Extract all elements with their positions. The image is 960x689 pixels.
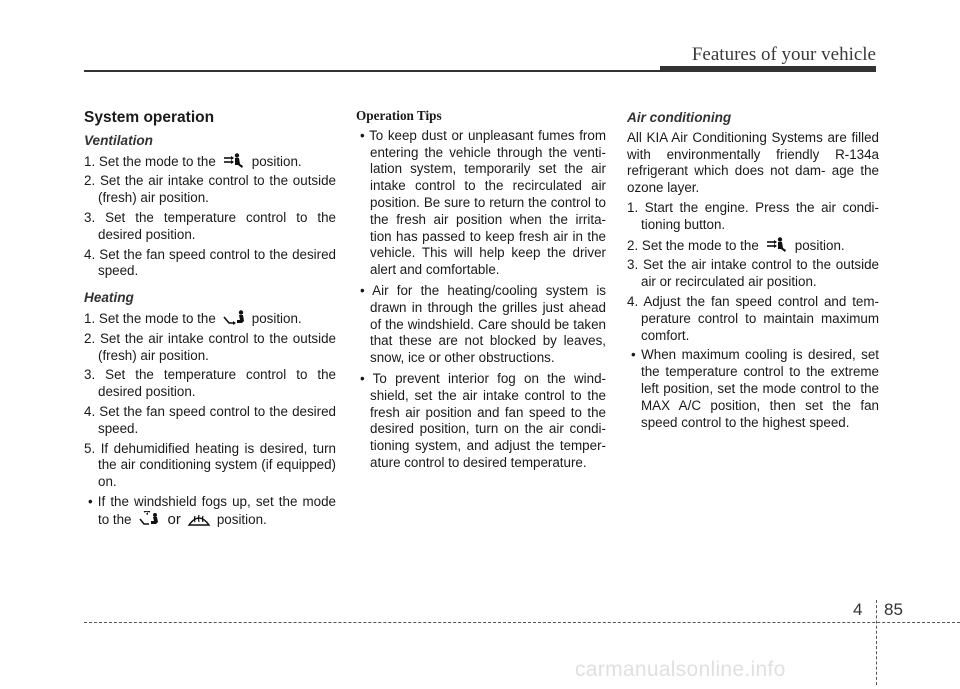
watermark: carmanualsonline.info (575, 658, 786, 681)
heating-tip (84, 494, 336, 529)
header-title: Features of your vehicle (691, 44, 876, 65)
ac-step-3: 3. Set the air intake control to the outside air or recirculated air position. (627, 257, 879, 290)
operation-tips-heading: Operation Tips (356, 108, 442, 123)
ventilation-step-3: 3. Set the temperature control to the desired position. (84, 209, 336, 242)
ac-intro: All KIA Air Conditioning Systems are filled with environmentally friendly R-134a refrigerant which does not dam- age the ozone layer. (627, 129, 879, 196)
ac-step-2 (627, 237, 879, 255)
step-text: 1. Set the mode to the (84, 310, 216, 326)
heating-step-1 (84, 310, 336, 328)
footer-rule (84, 622, 960, 623)
step-text: position. (251, 153, 302, 169)
heating-step-5: 5. If dehumidified heating is desired, turn the air conditioning system (if equipped) on. (84, 440, 336, 490)
ventilation-step-1 (84, 153, 336, 171)
step-text: position. (251, 310, 302, 326)
heating-step-4: 4. Set the fan speed control to the desired speed. (84, 403, 336, 436)
footer-divider (876, 600, 877, 685)
heating-step-3: 3. Set the temperature control to the desired position. (84, 367, 336, 400)
column-system-operation (84, 108, 336, 533)
floor-defrost-icon (138, 511, 162, 527)
ventilation-step-2: 2. Set the air intake control to the outside (fresh) air position. (84, 173, 336, 206)
tip-text-or: or (167, 510, 181, 528)
chapter-number: 4 (853, 600, 863, 619)
header-rule (84, 70, 660, 72)
air-conditioning-heading: Air conditioning (627, 110, 732, 125)
ac-max-cooling-tip: • When maximum cooling is desired, set the temperature control to the extreme left position, set the mode control to the MAX A/C position, then set the fan speed control to the highest speed. (631, 347, 879, 430)
face-vent-icon (765, 237, 789, 253)
tip-text: • If the windshield fogs up, set the mode to the (88, 493, 336, 527)
tip-text: position. (216, 511, 267, 527)
step-text: 1. Set the mode to the (84, 153, 216, 169)
tip-interior-fog: • To prevent interior fog on the wind- shield, set the air intake control to the fresh air position and fan speed to the desired position, turn on the air condi- tioning system, and adjust the temper- ature control to desired temperature. (360, 370, 606, 470)
ac-step-4: 4. Adjust the fan speed control and tem- perature control to maintain maximum comfort. (627, 293, 879, 343)
step-text: position. (794, 237, 845, 253)
face-vent-icon (222, 153, 246, 169)
column-air-conditioning (627, 108, 879, 435)
heating-step-2: 2. Set the air intake control to the outside (fresh) air position. (84, 330, 336, 363)
ac-step-1: 1. Start the engine. Press the air condi- tioning button. (627, 199, 879, 232)
windshield-defrost-icon (187, 511, 211, 527)
step-text: 2. Set the mode to the (627, 237, 759, 253)
tip-recirculate: • To keep dust or unpleasant fumes from entering the vehicle through the venti- lation system, temporarily set the air intake control to the recirculated air position. Be sure to return the control to the fresh air position when the irrita- tion has passed to keep fresh air in the vehicle. This will help keep the driver alert and comfortable. (360, 127, 606, 278)
ventilation-step-4: 4. Set the fan speed control to the desired speed. (84, 246, 336, 279)
section-heading: System operation (84, 109, 215, 126)
heating-heading: Heating (84, 290, 134, 306)
header-rule-thick (660, 66, 876, 72)
ventilation-heading: Ventilation (84, 132, 153, 148)
floor-vent-icon (222, 310, 246, 326)
column-operation-tips (356, 108, 606, 476)
tip-grilles: • Air for the heating/cooling system is drawn in through the grilles just ahead of the windshield. Care should be taken that these are not blocked by leaves, snow, ice or other obstructions. (360, 282, 606, 366)
page-number: 85 (884, 600, 903, 619)
